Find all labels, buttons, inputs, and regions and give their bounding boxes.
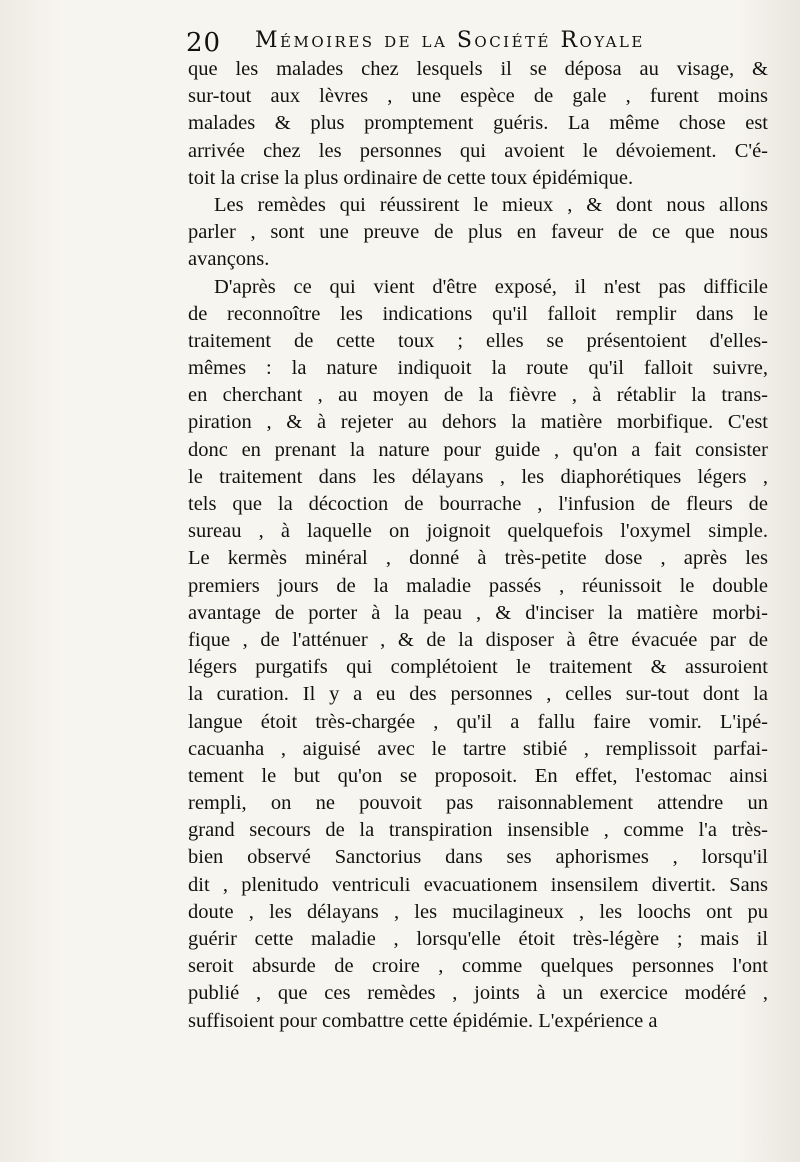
text-line: légers purgatifs qui complétoient le traitement & assuroient [188, 656, 768, 679]
text-line: fique , de l'atténuer , & de la disposer à être évacuée par de [188, 628, 768, 651]
text-line: en cherchant , au moyen de la fièvre , à rétablir la trans- [188, 384, 768, 407]
text-line: publié , que ces remèdes , joints à un exercice modéré , [188, 982, 768, 1005]
running-head: Mémoires de la Société Royale [255, 28, 645, 53]
text-line: avançons. [188, 248, 270, 271]
text-line: bien observé Sanctorius dans ses aphorismes , lorsqu'il [188, 846, 768, 869]
text-line: avantage de porter à la peau , & d'inciser la matière morbi- [188, 601, 768, 624]
text-line: sur-tout aux lèvres , une espèce de gale , furent moins [188, 85, 768, 108]
text-line: toit la crise la plus ordinaire de cette toux épidémique. [188, 166, 634, 189]
text-line: le traitement dans les délayans , les diaphorétiques légers , [188, 465, 768, 488]
page-number: 20 [186, 28, 222, 58]
text-line: langue étoit très-chargée , qu'il a fallu faire vomir. L'ipé- [188, 710, 768, 733]
text-line: de reconnoître les indications qu'il falloit remplir dans le [188, 302, 768, 325]
body-text [188, 56, 768, 1035]
text-line: donc en prenant la nature pour guide , qu'on a fait consister [188, 438, 768, 461]
text-line: D'après ce qui vient d'être exposé, il n'est pas difficile [214, 275, 768, 298]
text-line: Les remèdes qui réussirent le mieux , & dont nous allons [214, 193, 768, 216]
text-line: traitement de cette toux ; elles se présentoient d'elles- [188, 329, 768, 352]
text-line: piration , & à rejeter au dehors la matière morbifique. C'est [188, 411, 768, 434]
text-line: dit , plenitudo ventriculi evacuationem insensilem divertit. Sans [188, 873, 768, 896]
text-line: arrivée chez les personnes qui avoient le dévoiement. C'é- [188, 139, 768, 162]
text-line: seroit absurde de croire , comme quelques personnes l'ont [188, 955, 768, 978]
text-line: que les malades chez lesquels il se déposa au visage, & [188, 58, 768, 80]
text-line: malades & plus promptement guéris. La même chose est [188, 112, 768, 135]
text-line: premiers jours de la maladie passés , réunissoit le double [188, 574, 768, 597]
text-line: guérir cette maladie , lorsqu'elle étoit très-légère ; mais il [188, 928, 768, 950]
text-line: rempli, on ne pouvoit pas raisonnablement attendre un [188, 792, 768, 815]
text-line: suffisoient pour combattre cette épidémie. L'expérience a [188, 1009, 658, 1032]
text-line: la curation. Il y a eu des personnes , celles sur-tout dont la [188, 683, 768, 706]
text-line: mêmes : la nature indiquoit la route qu'il falloit suivre, [188, 357, 768, 380]
text-line: tels que la décoction de bourrache , l'infusion de fleurs de [188, 493, 768, 515]
text-line: parler , sont une preuve de plus en faveur de ce que nous [188, 221, 768, 244]
text-line: tement le but qu'on se proposoit. En effet, l'estomac ainsi [188, 764, 768, 787]
text-line: cacuanha , aiguisé avec le tartre stibié , remplissoit parfai- [188, 737, 768, 760]
text-line: Le kermès minéral , donné à très-petite dose , après les [188, 547, 768, 570]
text-line: grand secours de la transpiration insensible , comme l'a très- [188, 819, 768, 842]
text-line: sureau , à laquelle on joignoit quelquefois l'oxymel simple. [188, 520, 768, 543]
text-line: doute , les délayans , les mucilagineux , les loochs ont pu [188, 900, 768, 923]
